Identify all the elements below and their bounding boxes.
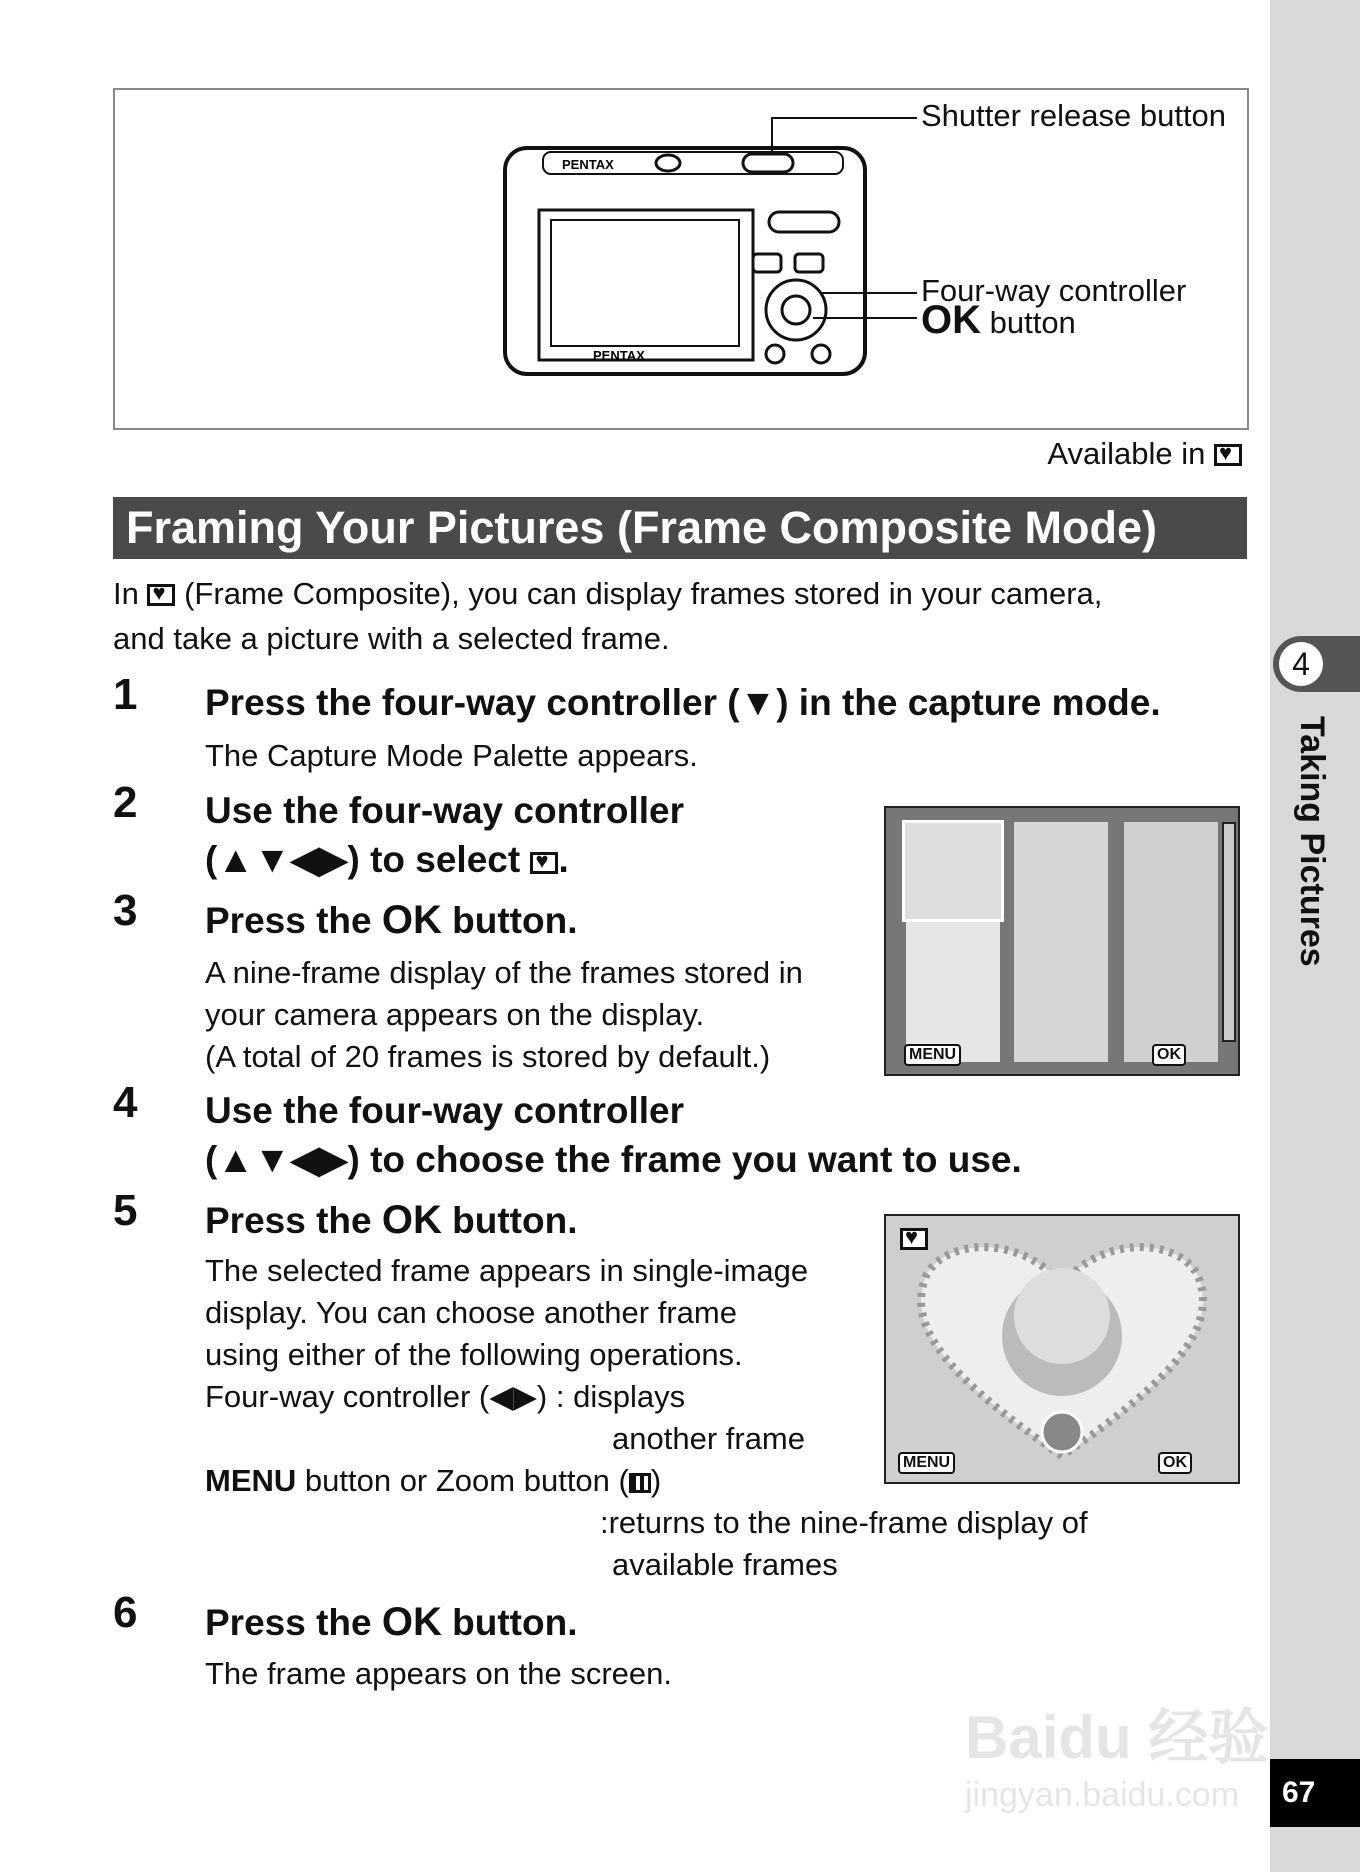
frame-thumb-selected[interactable] (902, 820, 1004, 922)
heart-frame-photo (886, 1216, 1238, 1482)
intro-line-2: and take a picture with a selected frame. (113, 621, 670, 656)
ok-glyph: OK (381, 1198, 442, 1242)
step-body: available frames (612, 1547, 838, 1582)
zoom-grid-icon (629, 1473, 651, 1493)
section-title: Framing Your Pictures (Frame Composite Mode) (113, 497, 1247, 559)
ok-button[interactable]: OK (1158, 1452, 1192, 1474)
step-body: A nine-frame display of the frames stored in (205, 955, 803, 990)
step-body: Four-way controller (◀▶) : displays (205, 1379, 686, 1414)
label-text: button (981, 305, 1076, 340)
scrollbar[interactable] (1222, 822, 1236, 1042)
heading-text: (▲▼◀▶) to select (205, 839, 521, 880)
single-frame-screen (884, 1214, 1240, 1484)
intro-line-1 (113, 576, 1102, 612)
step-body (205, 1463, 661, 1499)
available-in (1047, 436, 1242, 472)
page-number: 67 (1270, 1759, 1360, 1827)
step-body: using either of the following operations. (205, 1337, 743, 1372)
step-heading (205, 1198, 577, 1243)
step-number: 5 (113, 1186, 138, 1235)
heading-text: button. (441, 1602, 578, 1643)
step-number: 4 (113, 1078, 138, 1127)
step-body: :returns to the nine-frame display of (600, 1505, 1088, 1540)
menu-label: MENU (205, 1463, 297, 1498)
step-heading: Use the four-way controller (205, 790, 685, 831)
menu-back-button[interactable]: MENU (904, 1044, 961, 1066)
label-four-way-controller: Four-way controller (921, 273, 1187, 308)
ok-glyph: OK (381, 898, 442, 942)
intro-text: (Frame Composite), you can display frames stored in your camera, (184, 576, 1103, 611)
heading-text: Press the (205, 1602, 382, 1643)
available-text: Available in (1047, 436, 1206, 471)
step-number: 1 (113, 670, 138, 719)
step-heading (205, 898, 577, 943)
step-body: The frame appears on the screen. (205, 1656, 672, 1691)
nine-frame-screen (884, 806, 1240, 1076)
step-body: The Capture Mode Palette appears. (205, 738, 698, 773)
watermark-url: jingyan.baidu.com (965, 1776, 1240, 1814)
step-body: display. You can choose another frame (205, 1295, 737, 1330)
chapter-title: Taking Pictures (1293, 716, 1331, 967)
step-body: (A total of 20 frames is stored by default.) (205, 1039, 771, 1074)
label-shutter-release: Shutter release button (921, 98, 1227, 133)
frame-composite-icon (1214, 444, 1242, 466)
heading-text: Press the (205, 900, 382, 941)
step-body: The selected frame appears in single-image (205, 1253, 809, 1288)
step-number: 3 (113, 886, 138, 935)
frame-thumb[interactable] (1014, 822, 1108, 1062)
camera-illustration (115, 90, 1247, 428)
frame-composite-icon (147, 584, 175, 606)
body-text: ) (650, 1463, 662, 1498)
step-heading: Press the four-way controller (▼) in the capture mode. (205, 682, 1161, 723)
chapter-number: 4 (1279, 642, 1323, 686)
step-heading: (▲▼◀▶) to choose the frame you want to use. (205, 1139, 1022, 1180)
svg-text:PENTAX: PENTAX (562, 157, 614, 172)
heading-text: Press the (205, 1200, 382, 1241)
ok-glyph: OK (921, 298, 981, 342)
watermark: Baidu 经验 (965, 1704, 1269, 1771)
step-number: 2 (113, 778, 138, 827)
chapter-sidebar (1270, 0, 1360, 1872)
heading-text: button. (441, 1200, 578, 1241)
frame-thumb[interactable] (906, 922, 1000, 1062)
step-body: your camera appears on the display. (205, 997, 705, 1032)
heading-text: button. (441, 900, 578, 941)
svg-text:PENTAX: PENTAX (593, 348, 645, 363)
menu-back-button[interactable]: MENU (898, 1452, 955, 1474)
ok-button[interactable]: OK (1152, 1044, 1186, 1066)
frame-thumb[interactable] (1124, 822, 1218, 1062)
step-heading: (▲▼◀▶) to select ♥ . (205, 838, 569, 881)
step-heading: Use the four-way controller (205, 1090, 685, 1131)
ok-glyph: OK (381, 1600, 442, 1644)
intro-text: In (113, 576, 139, 611)
step-number: 6 (113, 1588, 138, 1637)
body-text: button or Zoom button ( (296, 1463, 629, 1498)
chapter-tab[interactable] (1273, 636, 1360, 692)
frame-composite-icon (900, 1228, 928, 1250)
step-body: another frame (612, 1421, 805, 1456)
label-ok-button (921, 298, 1076, 343)
camera-diagram (113, 88, 1249, 430)
frame-composite-icon (530, 852, 558, 874)
step-heading (205, 1600, 577, 1645)
